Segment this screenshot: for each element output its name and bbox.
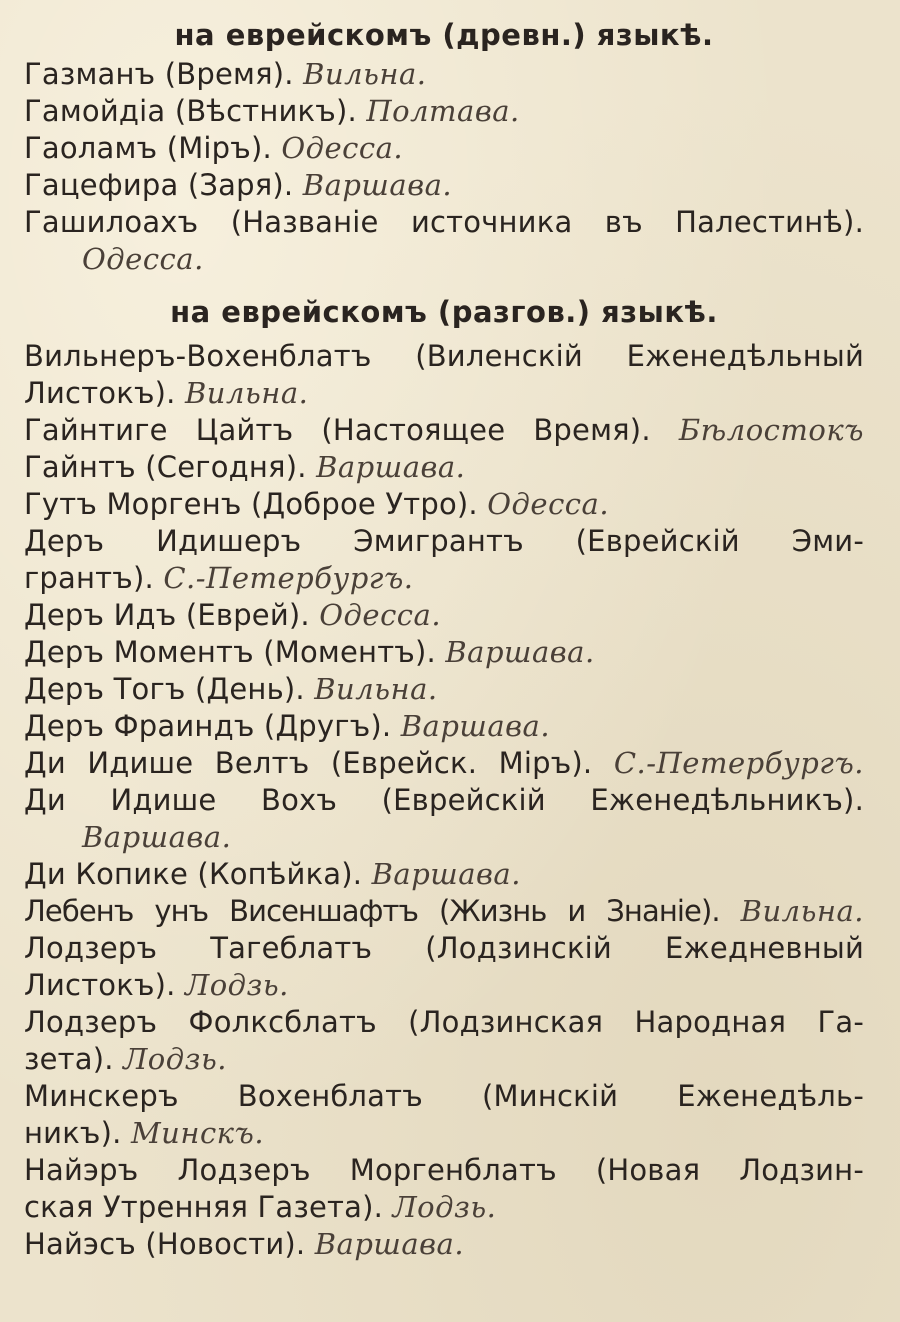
entry-name-part: зета).: [24, 1042, 114, 1076]
entry-place: Варшава.: [82, 820, 232, 854]
list-item: [24, 597, 864, 634]
list-item: [24, 782, 864, 856]
entry-name: Гацефира (Заря).: [24, 168, 294, 202]
section-list-ancient: [24, 56, 864, 278]
entry-name-part: Вильнеръ-Вохенблатъ (Виленскій Еженедѣльный: [24, 339, 864, 373]
entry-place: Вильна.: [740, 894, 864, 928]
list-item: [24, 167, 864, 204]
list-item: [24, 449, 864, 486]
entry-place: Бѣлостокъ: [678, 413, 864, 447]
entry-name-part: Найэръ Лодзеръ Моргенблатъ (Новая Лодзин-: [24, 1153, 864, 1187]
list-item: [24, 1226, 864, 1263]
list-item: [24, 56, 864, 93]
entry-place: Лодзь.: [185, 968, 289, 1002]
entry-name-part: Листокъ).: [24, 968, 176, 1002]
entry-place: Минскъ.: [130, 1116, 265, 1150]
entry-place: Одесса.: [281, 131, 404, 165]
entry-place: Варшава.: [371, 857, 521, 891]
list-item: [24, 204, 864, 278]
list-item: [24, 856, 864, 893]
list-item: [24, 412, 864, 449]
entry-name: Гутъ Моргенъ (Доброе Утро).: [24, 487, 478, 521]
entry-name: Гайнтиге Цайтъ (Настоящее Время).: [24, 413, 651, 447]
entry-name: Ди Идише Вохъ (Еврейскій Еженедѣльникъ).: [24, 783, 864, 817]
list-item: [24, 1004, 864, 1078]
entry-name: Деръ Тогъ (День).: [24, 672, 305, 706]
entry-place: Одесса.: [319, 598, 442, 632]
entry-name: Деръ Моментъ (Моментъ).: [24, 635, 436, 669]
list-item: [24, 523, 864, 597]
entry-place: Варшава.: [302, 168, 453, 202]
entry-place: Лодзь.: [392, 1190, 497, 1224]
entry-place: Вильна.: [185, 376, 309, 410]
entry-name-part: Листокъ).: [24, 376, 176, 410]
list-item: [24, 745, 864, 782]
entry-place: Варшава.: [445, 635, 595, 669]
list-item: [24, 93, 864, 130]
entry-name: Гашилоахъ (Названіе источника въ Палестинѣ).: [24, 205, 864, 239]
section-heading-ancient: на еврейскомъ (древн.) языкѣ.: [174, 18, 714, 52]
entry-place: Вильна.: [303, 57, 427, 91]
entry-place: Вильна.: [314, 672, 438, 706]
entry-name-part: грантъ).: [24, 561, 154, 595]
entry-name: Деръ Фраиндъ (Другъ).: [24, 709, 392, 743]
list-item: [24, 634, 864, 671]
section-list-colloquial: [24, 338, 864, 1263]
entry-place: С.-Петербургъ.: [163, 561, 414, 595]
entry-name: Гаоламъ (Міръ).: [24, 131, 272, 165]
entry-name: Газманъ (Время).: [24, 57, 294, 91]
list-item: [24, 1152, 864, 1226]
list-item: [24, 1078, 864, 1152]
entry-place: Варшава.: [400, 709, 551, 743]
entry-name: Гамойдіа (Вѣстникъ).: [24, 94, 357, 128]
entry-name: Гайнтъ (Сегодня).: [24, 450, 307, 484]
entry-name-part: Лодзеръ Фолксблатъ (Лодзинская Народная Га-: [24, 1005, 864, 1039]
entry-place: Одесса.: [487, 487, 610, 521]
entry-place: Варшава.: [314, 1227, 465, 1261]
entry-name: Ди Идише Велтъ (Еврейск. Міръ).: [24, 746, 593, 780]
entry-name-part: Лодзеръ Тагеблатъ (Лодзинскій Ежедневный: [24, 931, 864, 965]
list-item: [24, 338, 864, 412]
entry-place: Варшава.: [316, 450, 466, 484]
entry-place: С.-Петербургъ.: [613, 746, 864, 780]
entry-place: Полтава.: [366, 94, 520, 128]
entry-name: Ди Копике (Копѣйка).: [24, 857, 363, 891]
list-item: [24, 893, 864, 930]
list-item: [24, 708, 864, 745]
entry-name: Найэсъ (Новости).: [24, 1227, 306, 1261]
entry-place: Одесса.: [82, 242, 204, 276]
list-item: [24, 130, 864, 167]
entry-name: Лебенъ унъ Висеншафтъ (Жизнь и Знаніе).: [24, 894, 720, 928]
entry-name-part: Минскеръ Вохенблатъ (Минскій Еженедѣль-: [24, 1079, 864, 1113]
entry-name-part: никъ).: [24, 1116, 122, 1150]
list-item: [24, 486, 864, 523]
section-heading-colloquial: на еврейскомъ (разгов.) языкѣ.: [170, 295, 718, 329]
entry-place: Лодзь.: [123, 1042, 227, 1076]
list-item: [24, 930, 864, 1004]
entry-name-part: Деръ Идишеръ Эмигрантъ (Еврейскій Эми-: [24, 524, 864, 558]
entry-name: Деръ Идъ (Еврей).: [24, 598, 310, 632]
entry-name-part: ская Утренняя Газета).: [24, 1190, 384, 1224]
list-item: [24, 671, 864, 708]
